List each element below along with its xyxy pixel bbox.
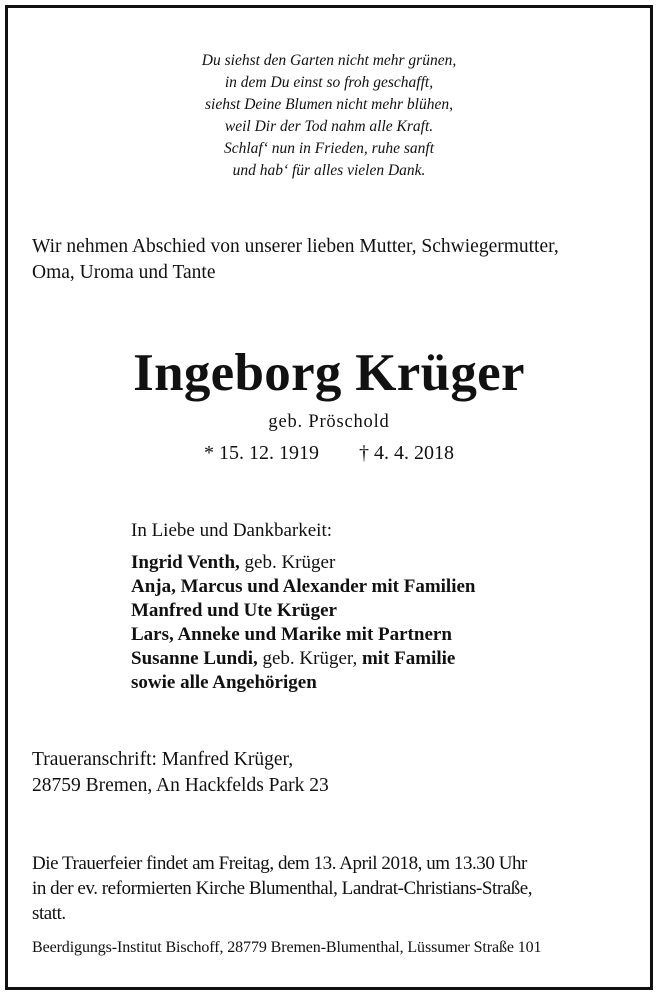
death-date: † 4. 4. 2018 xyxy=(359,442,454,464)
birth-date: * 15. 12. 1919 xyxy=(204,442,319,464)
intro-line: Oma, Uroma und Tante xyxy=(32,262,216,283)
deceased-name: Ingeborg Krüger xyxy=(133,344,525,402)
birth-name: geb. Pröschold xyxy=(268,412,390,432)
mourner-entry: Anja, Marcus und Alexander mit Familien xyxy=(131,576,476,597)
mourner-entry xyxy=(131,551,475,575)
mourner-note: geb. Krüger, xyxy=(257,648,358,669)
mourner-name: Susanne Lundi, xyxy=(131,648,258,669)
mourner-family: mit Familie xyxy=(357,648,456,669)
mourner-entry: sowie alle Angehörigen xyxy=(131,672,317,693)
mourner-entry: Manfred und Ute Krüger xyxy=(131,600,337,621)
memorial-poem xyxy=(8,50,650,182)
address-line: Traueranschrift: Manfred Krüger, xyxy=(32,749,294,770)
mourners-list xyxy=(131,519,475,695)
ceremony-line: statt. xyxy=(32,903,66,924)
funeral-home-footer: Beerdigungs-Institut Bischoff, 28779 Bremen-Blumenthal, Lüssumer Straße 101 xyxy=(32,939,542,956)
mourners-heading: In Liebe und Dankbarkeit: xyxy=(131,520,333,541)
mourner-entry: Lars, Anneke und Marike mit Partnern xyxy=(131,624,452,645)
poem-line: in dem Du einst so froh geschafft, xyxy=(224,74,434,91)
intro-line: Wir nehmen Abschied von unserer lieben Mutter, Schwiegermutter, xyxy=(32,236,559,257)
poem-line: Du siehst den Garten nicht mehr grünen, xyxy=(201,52,457,69)
poem-line: und hab‘ für alles vielen Dank. xyxy=(232,162,426,179)
mourning-address xyxy=(32,747,329,799)
ceremony-line: in der ev. reformierten Kirche Blumenthal, Landrat-Christians-Straße, xyxy=(32,878,533,899)
mourner-note: geb. Krüger xyxy=(239,552,336,573)
mourner-entry xyxy=(131,647,475,671)
farewell-intro xyxy=(32,234,636,286)
poem-line: Schlaf‘ nun in Frieden, ruhe sanft xyxy=(223,140,435,157)
mourner-name: Ingrid Venth, xyxy=(131,552,240,573)
poem-line: weil Dir der Tod nahm alle Kraft. xyxy=(224,118,434,135)
obituary-notice xyxy=(5,5,653,990)
poem-line: siehst Deine Blumen nicht mehr blühen, xyxy=(205,96,453,113)
funeral-service-info xyxy=(32,851,638,926)
life-dates xyxy=(8,440,650,466)
address-line: 28759 Bremen, An Hackfelds Park 23 xyxy=(32,775,329,796)
ceremony-line: Die Trauerfeier findet am Freitag, dem 13. April 2018, um 13.30 Uhr xyxy=(32,853,527,874)
